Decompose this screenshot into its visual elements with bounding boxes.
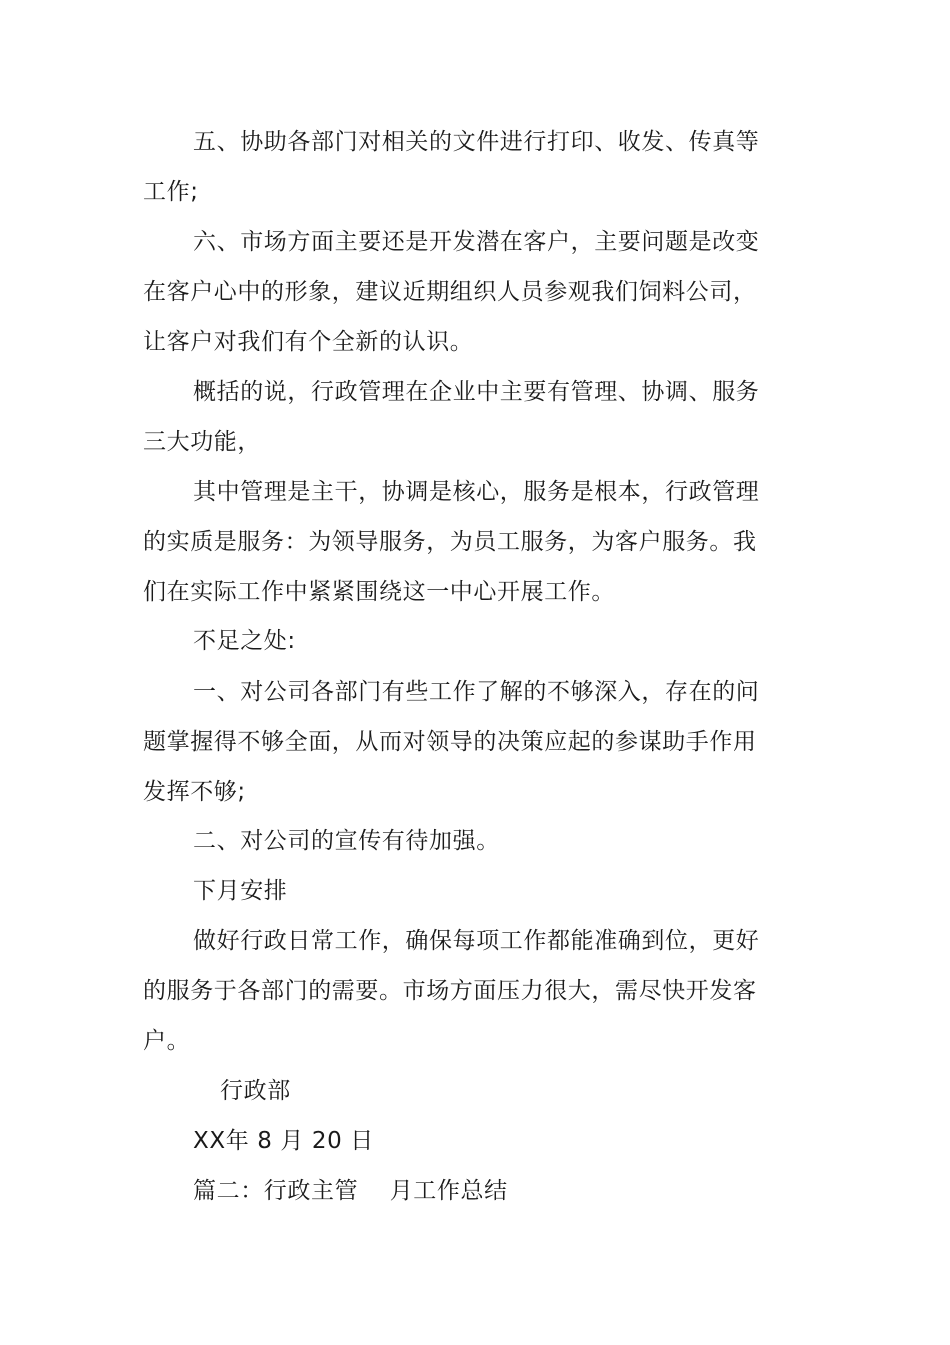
paragraph-line: 六、市场方面主要还是开发潜在客户，主要问题是改变: [193, 229, 760, 255]
paragraph-line: 一、对公司各部门有些工作了解的不够深入，存在的问: [193, 679, 760, 705]
paragraph-line: 让客户对我们有个全新的认识。: [143, 329, 474, 355]
paragraph-line: 工作;: [143, 179, 199, 205]
next-article-title: 篇二：行政主管 月工作总结: [193, 1178, 508, 1204]
paragraph-line: 二、对公司的宣传有待加强。: [193, 828, 500, 854]
paragraph-line: 三大功能，: [143, 429, 261, 455]
paragraph-line: 的实质是服务：为领导服务，为员工服务，为客户服务。我: [143, 529, 757, 555]
signature-department: 行政部: [220, 1078, 291, 1104]
section-heading: 不足之处:: [193, 628, 296, 654]
section-heading: 下月安排: [193, 878, 288, 904]
paragraph-line: 在客户心中的形象，建议近期组织人员参观我们饲料公司，: [143, 279, 757, 305]
paragraph-line: 做好行政日常工作，确保每项工作都能准确到位，更好: [193, 928, 760, 954]
paragraph-line: 概括的说，行政管理在企业中主要有管理、协调、服务: [193, 379, 760, 405]
paragraph-line: 五、协助各部门对相关的文件进行打印、收发、传真等: [193, 129, 760, 155]
paragraph-line: 户。: [143, 1028, 191, 1054]
paragraph-line: 的服务于各部门的需要。市场方面压力很大，需尽快开发客: [143, 978, 757, 1004]
paragraph-line: 其中管理是主干，协调是核心，服务是根本，行政管理: [193, 479, 760, 505]
paragraph-line: 题掌握得不够全面，从而对领导的决策应起的参谋助手作用: [143, 729, 757, 755]
signature-date: XX年 8 月 20 日: [193, 1128, 374, 1154]
paragraph-line: 们在实际工作中紧紧围绕这一中心开展工作。: [143, 579, 615, 605]
paragraph-line: 发挥不够;: [143, 779, 246, 805]
